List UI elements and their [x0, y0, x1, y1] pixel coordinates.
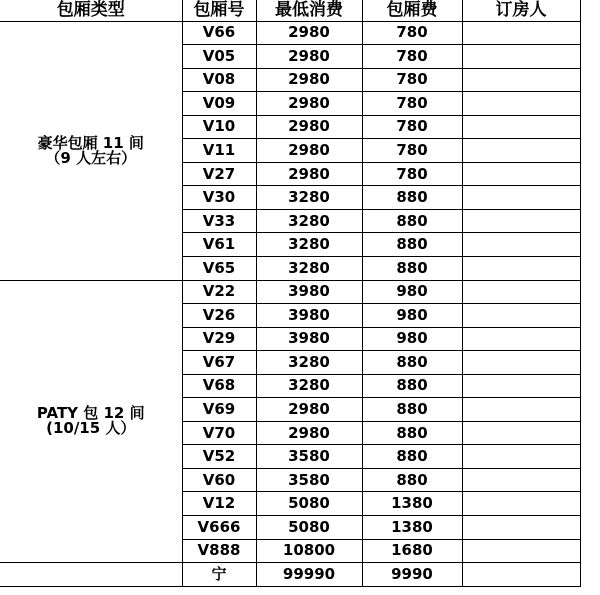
- minimum-spend-cell: 2980: [256, 21, 362, 45]
- room-fee-cell: 1380: [362, 492, 462, 516]
- minimum-spend-cell: 2980: [256, 115, 362, 139]
- minimum-spend-cell: 2980: [256, 68, 362, 92]
- booker-cell: [462, 445, 580, 469]
- minimum-spend-cell: 3280: [256, 256, 362, 280]
- room-number-cell: V10: [182, 115, 256, 139]
- header-booker: 订房人: [462, 0, 580, 21]
- booker-cell: [462, 256, 580, 280]
- minimum-spend-cell: 99990: [256, 563, 362, 587]
- room-type-cell: [0, 21, 182, 280]
- room-fee-cell: 880: [362, 421, 462, 445]
- room-fee-cell: 980: [362, 327, 462, 351]
- room-fee-cell: 980: [362, 304, 462, 328]
- room-type-label: PATY 包 12 间: [36, 404, 145, 423]
- header-row: [0, 0, 580, 21]
- room-fee-cell: 780: [362, 92, 462, 116]
- booker-cell: [462, 68, 580, 92]
- table-row: [0, 280, 580, 304]
- room-number-cell: V30: [182, 186, 256, 210]
- room-fee-cell: 9990: [362, 563, 462, 587]
- room-number-cell: V60: [182, 468, 256, 492]
- room-type-cell: [0, 280, 182, 563]
- room-type-capacity: (10/15 人）: [46, 419, 136, 438]
- room-fee-cell: 880: [362, 445, 462, 469]
- header-room-number: 包厢号: [182, 0, 256, 21]
- room-type-label: 豪华包厢 11 间: [37, 133, 144, 152]
- room-number-cell: V33: [182, 209, 256, 233]
- room-number-cell: V61: [182, 233, 256, 257]
- room-number-cell: V26: [182, 304, 256, 328]
- booker-cell: [462, 139, 580, 163]
- booker-cell: [462, 45, 580, 69]
- room-number-cell: V70: [182, 421, 256, 445]
- table-row: [0, 563, 580, 587]
- minimum-spend-cell: 3580: [256, 445, 362, 469]
- room-number-cell: V888: [182, 539, 256, 563]
- booker-cell: [462, 304, 580, 328]
- room-number-cell: V52: [182, 445, 256, 469]
- booker-cell: [462, 351, 580, 375]
- table-body: [0, 21, 580, 586]
- room-number-cell: V29: [182, 327, 256, 351]
- room-number-cell: V666: [182, 515, 256, 539]
- booker-cell: [462, 92, 580, 116]
- minimum-spend-cell: 2980: [256, 421, 362, 445]
- room-fee-cell: 880: [362, 374, 462, 398]
- room-number-cell: V66: [182, 21, 256, 45]
- table-row: [0, 21, 580, 45]
- room-fee-cell: 980: [362, 280, 462, 304]
- booker-cell: [462, 492, 580, 516]
- minimum-spend-cell: 5080: [256, 492, 362, 516]
- room-fee-cell: 880: [362, 398, 462, 422]
- booker-cell: [462, 115, 580, 139]
- room-fee-cell: 780: [362, 68, 462, 92]
- room-type-cell: [0, 563, 182, 587]
- booker-cell: [462, 327, 580, 351]
- minimum-spend-cell: 3580: [256, 468, 362, 492]
- room-fee-cell: 780: [362, 162, 462, 186]
- booker-cell: [462, 421, 580, 445]
- room-fee-cell: 880: [362, 256, 462, 280]
- minimum-spend-cell: 2980: [256, 398, 362, 422]
- room-number-cell: V69: [182, 398, 256, 422]
- minimum-spend-cell: 2980: [256, 162, 362, 186]
- room-fee-cell: 780: [362, 21, 462, 45]
- booker-cell: [462, 539, 580, 563]
- header-room-fee: 包厢费: [362, 0, 462, 21]
- booker-cell: [462, 398, 580, 422]
- room-fee-cell: 880: [362, 468, 462, 492]
- room-number-cell: 宁: [182, 563, 256, 587]
- room-fee-cell: 780: [362, 45, 462, 69]
- minimum-spend-cell: 3980: [256, 280, 362, 304]
- room-fee-cell: 1380: [362, 515, 462, 539]
- room-fee-cell: 880: [362, 351, 462, 375]
- booker-cell: [462, 563, 580, 587]
- room-fee-cell: 880: [362, 209, 462, 233]
- booker-cell: [462, 515, 580, 539]
- minimum-spend-cell: 2980: [256, 92, 362, 116]
- minimum-spend-cell: 10800: [256, 539, 362, 563]
- header-room-type: 包厢类型: [0, 0, 182, 21]
- room-number-cell: V11: [182, 139, 256, 163]
- minimum-spend-cell: 3980: [256, 304, 362, 328]
- booker-cell: [462, 162, 580, 186]
- room-number-cell: V65: [182, 256, 256, 280]
- minimum-spend-cell: 3280: [256, 186, 362, 210]
- booker-cell: [462, 209, 580, 233]
- minimum-spend-cell: 2980: [256, 45, 362, 69]
- minimum-spend-cell: 3280: [256, 209, 362, 233]
- room-number-cell: V08: [182, 68, 256, 92]
- room-number-cell: V05: [182, 45, 256, 69]
- room-number-cell: V67: [182, 351, 256, 375]
- room-number-cell: V68: [182, 374, 256, 398]
- room-fee-cell: 880: [362, 233, 462, 257]
- minimum-spend-cell: 3280: [256, 374, 362, 398]
- room-fee-cell: 880: [362, 186, 462, 210]
- booker-cell: [462, 186, 580, 210]
- room-number-cell: V12: [182, 492, 256, 516]
- booker-cell: [462, 21, 580, 45]
- minimum-spend-cell: 3980: [256, 327, 362, 351]
- room-type-capacity: （9 人左右）: [45, 148, 137, 167]
- booker-cell: [462, 233, 580, 257]
- booker-cell: [462, 468, 580, 492]
- minimum-spend-cell: 3280: [256, 351, 362, 375]
- minimum-spend-cell: 5080: [256, 515, 362, 539]
- room-number-cell: V09: [182, 92, 256, 116]
- minimum-spend-cell: 2980: [256, 139, 362, 163]
- room-fee-cell: 1680: [362, 539, 462, 563]
- booker-cell: [462, 280, 580, 304]
- room-fee-cell: 780: [362, 139, 462, 163]
- header-minimum-spend: 最低消费: [256, 0, 362, 21]
- room-number-cell: V22: [182, 280, 256, 304]
- room-number-cell: V27: [182, 162, 256, 186]
- minimum-spend-cell: 3280: [256, 233, 362, 257]
- booker-cell: [462, 374, 580, 398]
- room-fee-cell: 780: [362, 115, 462, 139]
